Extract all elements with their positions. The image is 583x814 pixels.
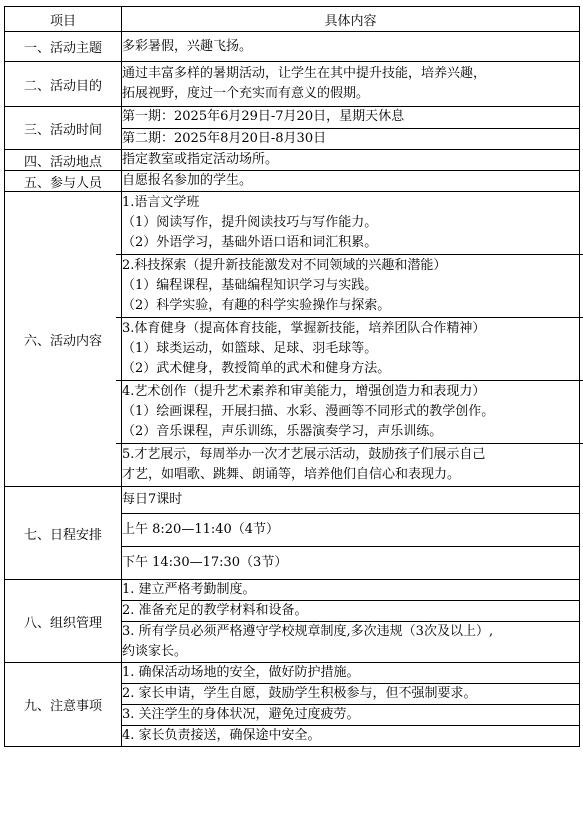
content-line: （2）外语学习，基础外语口语和词汇积累。	[122, 235, 378, 250]
content-line: 约谈家长。	[122, 644, 188, 659]
header-item: 项目	[5, 7, 122, 32]
activity-block-art	[116, 380, 583, 443]
activity-block-language	[116, 192, 583, 254]
time-period-2	[122, 128, 580, 150]
content-line: （1）绘画课程，开展扫描、水彩、漫画等不同形式的教学创作。	[122, 404, 495, 419]
activity-plan-table	[4, 6, 580, 747]
row-content-theme	[122, 32, 580, 62]
row-label-management: 八、组织管理	[5, 580, 122, 663]
row-label-location: 四、活动地点	[5, 150, 122, 171]
content-line: 4.艺术创作（提升艺术素养和审美能力，增强创造力和表现力）	[122, 384, 486, 399]
row-label-schedule: 七、日程安排	[5, 487, 122, 580]
table-row	[5, 150, 580, 171]
schedule-item	[122, 487, 580, 514]
header-content: 具体内容	[122, 7, 580, 32]
notes-item	[122, 705, 580, 726]
management-item	[122, 601, 580, 622]
table-row	[5, 487, 580, 514]
notes-item	[122, 684, 580, 705]
content-line: 1. 建立严格考勤制度。	[122, 582, 256, 597]
content-line: 3.体育健身（提高体育技能，掌握新技能，培养团队合作精神）	[122, 321, 486, 336]
row-label-purpose: 二、活动目的	[5, 62, 122, 107]
row-content-purpose	[122, 62, 580, 107]
content-line: （1）球类运动，如篮球、足球、羽毛球等。	[122, 341, 378, 356]
content-line: 第二期：2025年8月20日-8月30日	[122, 130, 327, 146]
content-line: 1.语言文学班	[122, 195, 200, 210]
row-content-activities	[122, 192, 580, 487]
row-label-theme: 一、活动主题	[5, 32, 122, 62]
table-row	[5, 192, 580, 487]
notes-item	[122, 726, 580, 747]
table-row	[5, 580, 580, 601]
schedule-item	[122, 547, 580, 580]
table-header-row	[5, 7, 580, 32]
content-line: 通过丰富多样的暑期活动，让学生在其中提升技能，培养兴趣，	[122, 66, 487, 81]
schedule-item	[122, 514, 580, 547]
content-line: （1）编程课程，基础编程知识学习与实践。	[122, 278, 378, 293]
time-period-1	[122, 107, 580, 129]
management-item	[122, 580, 580, 601]
activity-block-talent	[116, 443, 583, 486]
content-line: （1）阅读写作，提升阅读技巧与写作能力。	[122, 215, 378, 230]
content-line: 指定教室或指定活动场所。	[122, 152, 279, 167]
content-line: 3. 关注学生的身体状况，避免过度疲劳。	[122, 707, 360, 722]
management-item	[122, 622, 580, 663]
row-label-participants: 五、参与人员	[5, 171, 122, 192]
content-line: （2）音乐课程，声乐训练，乐器演奏学习，声乐训练。	[122, 424, 443, 439]
row-content-participants	[122, 171, 580, 192]
row-label-content: 六、活动内容	[5, 192, 122, 487]
content-line: 才艺，如唱歌、跳舞、朗诵等，培养他们自信心和表现力。	[122, 467, 461, 482]
content-line: （2）科学实验，有趣的科学实验操作与探索。	[122, 298, 391, 313]
content-line: 多彩暑假，兴趣飞扬。	[122, 38, 253, 54]
content-line: 5.才艺展示，每周举办一次才艺展示活动，鼓励孩子们展示自己	[122, 447, 486, 462]
row-content-location	[122, 150, 580, 171]
content-line: （2）武术健身，教授简单的武术和健身方法。	[122, 361, 391, 376]
content-line: 1. 确保活动场地的安全，做好防护措施。	[122, 665, 360, 680]
content-line: 上午 8:20—11:40（4节）	[122, 522, 280, 537]
content-line: 第一期：2025年6月29日-7月20日，星期天休息	[122, 109, 405, 125]
notes-item	[122, 663, 580, 684]
row-label-time: 三、活动时间	[5, 107, 122, 150]
table-row	[5, 171, 580, 192]
content-line: 拓展视野，度过一个充实而有意义的假期。	[122, 86, 370, 101]
table-row	[5, 62, 580, 107]
content-line: 3. 所有学员必须严格遵守学校规章制度,多次违规（3次及以上）,	[122, 624, 494, 639]
content-line: 2.科技探索（提升新技能激发对不同领域的兴趣和潜能）	[122, 258, 447, 273]
content-line: 4. 家长负责接送，确保途中安全。	[122, 728, 321, 743]
content-line: 自愿报名参加的学生。	[122, 173, 253, 188]
content-line: 2. 准备充足的教学材料和设备。	[122, 603, 308, 618]
table-row	[5, 107, 580, 129]
activity-block-sports	[116, 317, 583, 380]
table-row	[5, 32, 580, 62]
content-line: 2. 家长申请，学生自愿，鼓励学生积极参与，但不强制要求。	[122, 686, 477, 701]
table-row	[5, 663, 580, 684]
content-line: 每日7课时	[122, 492, 183, 507]
row-label-notes: 九、注意事项	[5, 663, 122, 747]
content-line: 下午 14:30—17:30（3节）	[122, 555, 288, 570]
activity-block-science	[116, 254, 583, 317]
